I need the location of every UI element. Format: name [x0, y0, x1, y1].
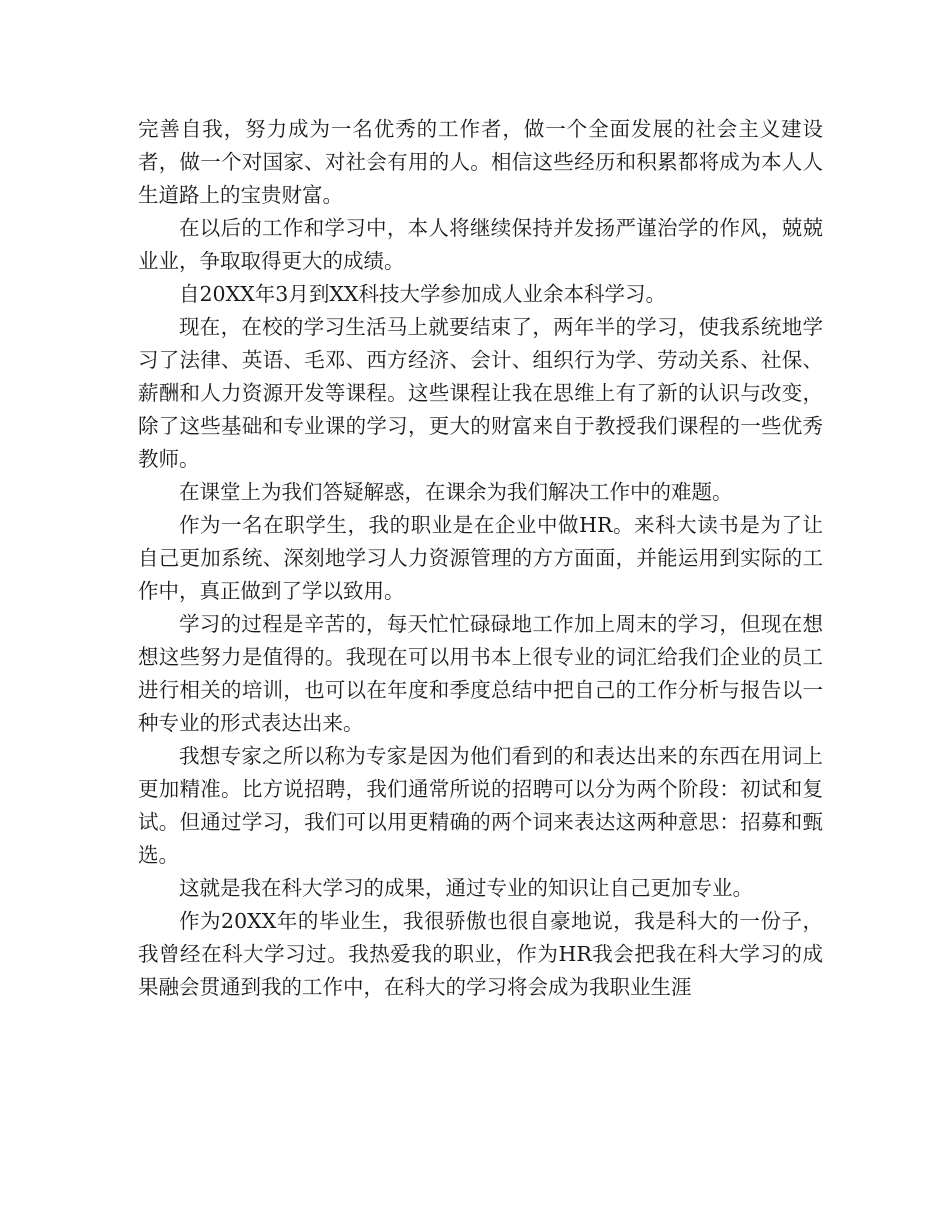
paragraph: 自20XX年3月到XX科技大学参加成人业余本科学习。	[179, 282, 667, 306]
paragraph: 现在，在校的学习生活马上就要结束了，两年半的学习，使我系统地学习了法律、英语、毛邓、西方经济、会计、组织行为学、劳动关系、社保、薪酬和人力资源开发等课程。这些课程让我在思维上有了新的认识与改变，除了这些基础和专业课的学习，更大的财富来自于教授我们课程的一些优秀教师。	[138, 315, 823, 471]
paragraph: 作为一名在职学生，我的职业是在企业中做HR。来科大读书是为了让自己更加系统、深刻地学习人力资源管理的方方面面，并能运用到实际的工作中，真正做到了学以致用。	[138, 513, 823, 603]
paragraph-continuation: 完善自我，努力成为一名优秀的工作者，做一个全面发展的社会主义建设者，做一个对国家、对社会有用的人。相信这些经历和积累都将成为本人人生道路上的宝贵财富。	[138, 117, 823, 207]
paragraph: 学习的过程是辛苦的，每天忙忙碌碌地工作加上周末的学习，但现在想想这些努力是值得的。我现在可以用书本上很专业的词汇给我们企业的员工进行相关的培训，也可以在年度和季度总结中把自己的工作分析与报告以一种专业的形式表达出来。	[138, 612, 823, 735]
paragraph: 我想专家之所以称为专家是因为他们看到的和表达出来的东西在用词上更加精准。比方说招聘，我们通常所说的招聘可以分为两个阶段：初试和复试。但通过学习，我们可以用更精确的两个词来表达这两种意思：招募和甄选。	[138, 744, 823, 867]
paragraph: 这就是我在科大学习的成果，通过专业的知识让自己更加专业。	[179, 876, 753, 900]
paragraph: 在以后的工作和学习中，本人将继续保持并发扬严谨治学的作风，兢兢业业，争取取得更大的成绩。	[138, 216, 823, 273]
paragraph: 在课堂上为我们答疑解惑，在课余为我们解决工作中的难题。	[179, 480, 733, 504]
document-page	[138, 113, 823, 1004]
paragraph: 作为20XX年的毕业生，我很骄傲也很自豪地说，我是科大的一份子，我曾经在科大学习过。我热爱我的职业，作为HR我会把我在科大学习的成果融会贯通到我的工作中，在科大的学习将会成为我职业生涯	[138, 909, 823, 999]
